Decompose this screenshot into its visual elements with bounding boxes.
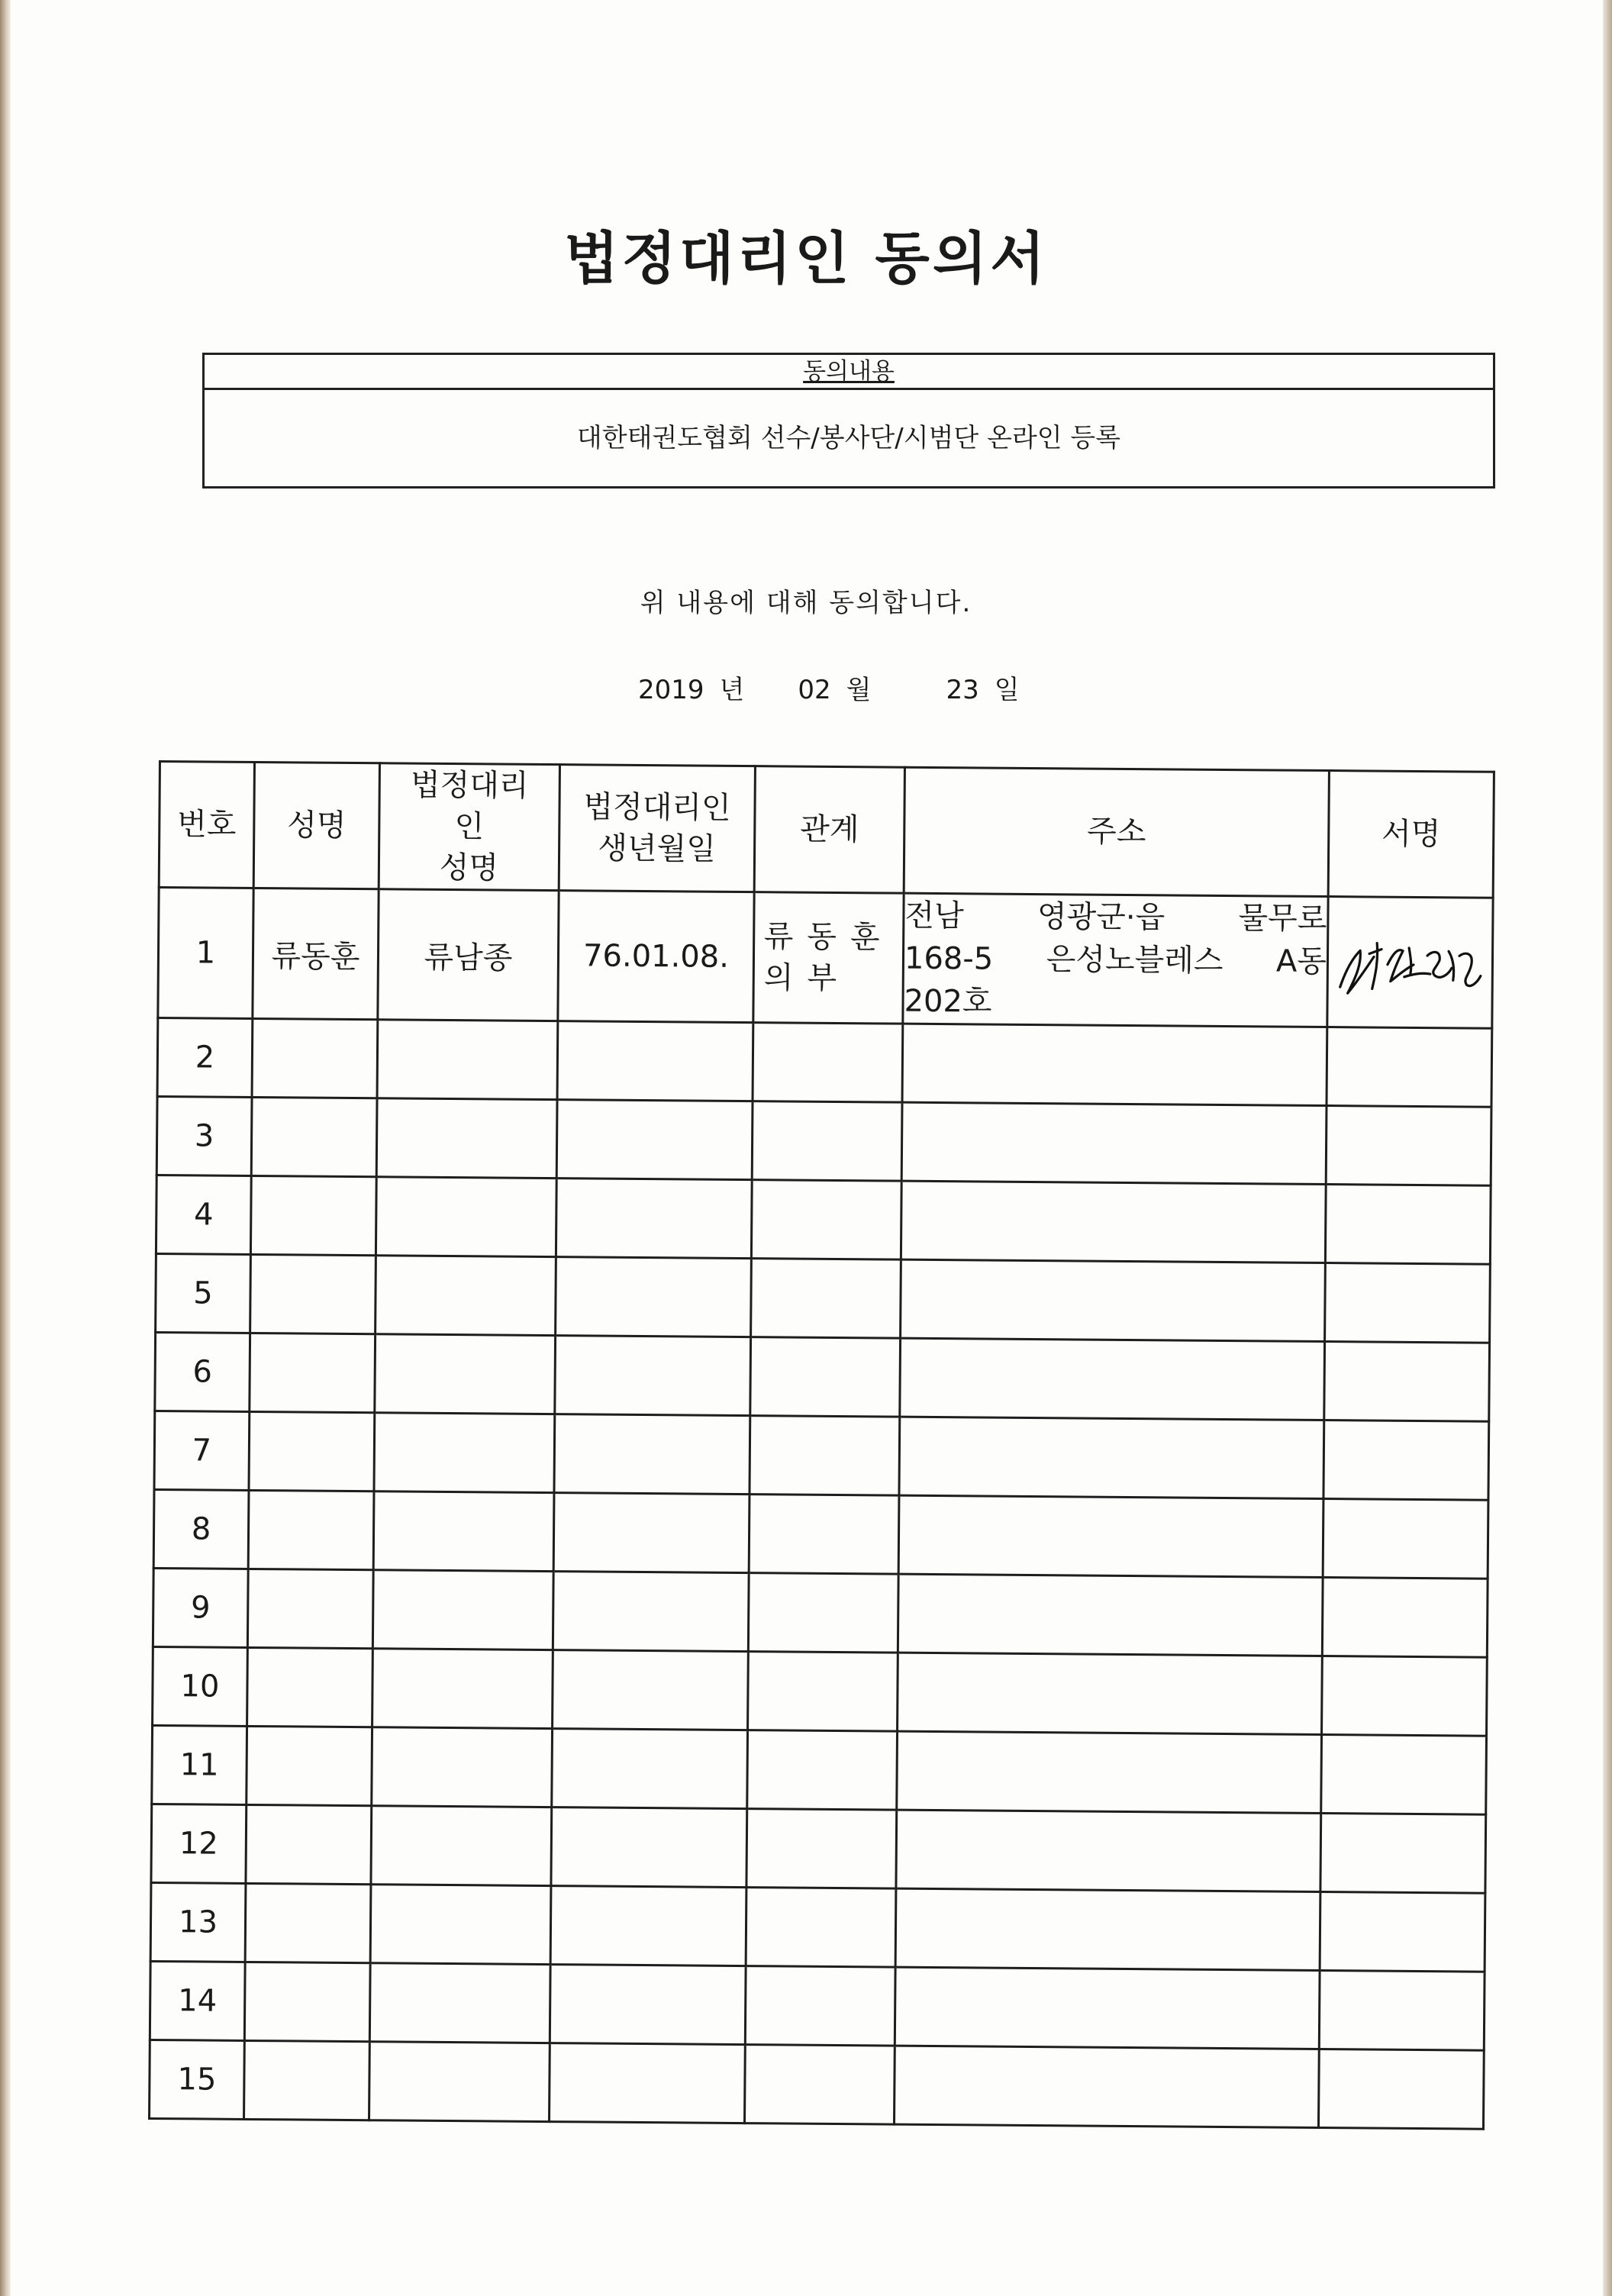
cell-guardian-birth (553, 1650, 749, 1730)
table-row (153, 1646, 1488, 1736)
cell-address (895, 1888, 1320, 1970)
table-row (154, 1411, 1489, 1500)
cell-guardian-birth (553, 1572, 749, 1652)
cell-number: 7 (154, 1411, 250, 1490)
cell-guardian-birth (553, 1493, 750, 1573)
cell-signature (1326, 1106, 1491, 1186)
cell-guardian-birth (550, 1886, 746, 1966)
cell-relation-line2: 의부 (763, 960, 851, 997)
cell-number: 4 (156, 1175, 251, 1254)
cell-signature (1319, 1970, 1485, 2050)
cell-guardian-birth (557, 1021, 753, 1101)
cell-name (250, 1254, 376, 1333)
table-row (156, 1253, 1491, 1343)
cell-relation (746, 1809, 897, 1889)
table-row (156, 1096, 1491, 1185)
cell-guardian-birth (550, 2043, 746, 2123)
cell-guardian-birth (552, 1729, 748, 1809)
header-guardian-birth-line1: 법정대리인 (583, 789, 731, 826)
cell-signature (1327, 897, 1493, 1029)
cell-name (249, 1411, 375, 1491)
cell-guardian-birth (550, 1965, 746, 2045)
cell-guardian-name (376, 1098, 557, 1179)
cell-guardian-birth (554, 1414, 750, 1495)
cell-signature (1322, 1656, 1488, 1737)
cell-number: 10 (153, 1646, 248, 1726)
cell-address (898, 1653, 1323, 1734)
cell-signature (1325, 1185, 1491, 1265)
cell-signature (1322, 1578, 1488, 1658)
date-month-unit: 월 (846, 675, 872, 705)
cell-guardian-birth: 76.01.08. (558, 891, 754, 1023)
header-guardian-name (379, 763, 559, 891)
cell-signature (1320, 1814, 1486, 1894)
cell-number: 9 (153, 1568, 248, 1647)
cell-guardian-name (376, 1256, 556, 1336)
cell-relation (750, 1416, 900, 1496)
cell-guardian-name (369, 2042, 550, 2122)
table-row (153, 1489, 1488, 1578)
date-month: 02 (798, 675, 831, 705)
cell-name (250, 1333, 376, 1412)
cell-name (252, 1018, 378, 1098)
cell-signature (1325, 1263, 1491, 1343)
cell-guardian-birth (556, 1179, 752, 1259)
header-guardian-birth-line2: 생년월일 (598, 830, 717, 867)
header-address: 주소 (904, 767, 1329, 896)
cell-number: 15 (150, 2040, 245, 2119)
cell-signature (1327, 1027, 1492, 1108)
cell-relation (753, 892, 904, 1024)
date-day: 23 (946, 675, 979, 705)
table-row (156, 1175, 1491, 1264)
cell-address (902, 1024, 1327, 1105)
cell-name (245, 1883, 371, 1962)
date-day-unit: 일 (994, 675, 1020, 705)
cell-signature (1324, 1342, 1490, 1422)
table-row (153, 1568, 1488, 1657)
cell-relation (753, 1023, 903, 1103)
cell-guardian-name (372, 1649, 553, 1729)
handwritten-signature (1333, 920, 1487, 1005)
cell-address (896, 1810, 1321, 1891)
cell-guardian-name (373, 1491, 554, 1572)
date-year: 2019 (638, 675, 704, 705)
cell-number: 11 (152, 1725, 247, 1804)
table-row (150, 1882, 1485, 1972)
cell-relation (750, 1337, 901, 1417)
cell-relation (752, 1101, 902, 1182)
cell-address (901, 1102, 1327, 1184)
cell-number: 5 (156, 1253, 251, 1333)
cell-address (894, 2046, 1319, 2127)
cell-number: 3 (156, 1096, 252, 1175)
cell-number: 2 (157, 1018, 253, 1098)
cell-signature (1321, 1735, 1487, 1815)
cell-guardian-name (374, 1413, 555, 1493)
paper-edge-right (1603, 0, 1612, 2296)
cell-relation (747, 1730, 898, 1811)
cell-name (244, 1962, 370, 2041)
cell-address-line3: 202호 (904, 983, 992, 1020)
cell-guardian-name: 류남종 (378, 889, 559, 1021)
header-signature: 서명 (1328, 771, 1494, 898)
cell-signature (1318, 2049, 1484, 2129)
cell-guardian-name (372, 1570, 553, 1650)
guardian-table (148, 760, 1495, 2130)
cell-guardian-name (370, 1885, 551, 1965)
cell-number: 12 (151, 1804, 247, 1883)
table-row (150, 1961, 1485, 2050)
header-number: 번호 (159, 762, 254, 888)
header-guardian-name-line2: 인 (454, 809, 485, 845)
header-guardian-name-line3: 성명 (439, 850, 499, 886)
cell-name (246, 1804, 372, 1884)
cell-relation (748, 1573, 898, 1653)
cell-address (895, 1967, 1320, 2049)
agreement-text: 위 내용에 대해 동의합니다. (640, 588, 972, 618)
table-row (158, 888, 1493, 1029)
cell-number: 1 (158, 888, 253, 1019)
cell-name (244, 2040, 370, 2120)
cell-guardian-birth (556, 1257, 752, 1337)
table-row (151, 1804, 1486, 1893)
cell-number: 8 (153, 1489, 249, 1569)
consent-box-header (205, 355, 1493, 390)
cell-relation (744, 2045, 895, 2125)
cell-guardian-birth (551, 1807, 747, 1888)
cell-name (250, 1175, 376, 1255)
cell-guardian-name (376, 1177, 556, 1257)
cell-number: 14 (150, 1961, 245, 2040)
cell-relation (748, 1652, 898, 1732)
header-relation: 관계 (754, 766, 904, 894)
document-title: 법정대리인 동의서 (564, 226, 1048, 292)
cell-address (899, 1417, 1324, 1498)
cell-guardian-name (372, 1727, 553, 1807)
cell-address (903, 893, 1328, 1027)
cell-number: 6 (155, 1332, 250, 1411)
cell-guardian-birth (555, 1336, 751, 1416)
cell-relation (746, 1888, 896, 1968)
cell-guardian-name (375, 1334, 556, 1414)
header-name: 성명 (253, 762, 379, 888)
cell-name (251, 1097, 377, 1176)
cell-guardian-name (371, 1806, 552, 1886)
cell-name (247, 1569, 373, 1648)
table-row (152, 1725, 1487, 1814)
cell-name (247, 1726, 372, 1805)
cell-address (898, 1574, 1323, 1656)
cell-address (900, 1338, 1325, 1420)
date-line (638, 669, 1020, 706)
date-year-unit: 년 (719, 675, 745, 705)
header-guardian-birth (559, 765, 755, 892)
cell-guardian-name (377, 1020, 558, 1100)
cell-signature (1323, 1499, 1488, 1579)
cell-address (898, 1495, 1323, 1577)
cell-name (248, 1490, 374, 1569)
cell-guardian-name (369, 1963, 550, 2043)
cell-signature (1323, 1420, 1489, 1501)
cell-relation (745, 1966, 895, 2046)
cell-address-line2: 168-5 은성노블레스 A동 (904, 940, 1327, 980)
header-guardian-name-line1: 법정대리 (410, 767, 529, 804)
cell-address (901, 1259, 1326, 1341)
cell-name (247, 1647, 373, 1727)
table-row (157, 1018, 1492, 1108)
cell-number: 13 (150, 1882, 246, 1962)
paper-edge-left (0, 0, 11, 2296)
table-row (150, 2040, 1485, 2129)
cell-relation-line1: 류동훈 (763, 919, 894, 956)
consent-content: 대한태권도협회 선수/봉사단/시범단 온라인 등록 (576, 423, 1121, 453)
table-row (155, 1332, 1490, 1421)
cell-relation (751, 1180, 901, 1260)
consent-box (202, 353, 1495, 489)
cell-address-line1: 전남 영광군·읍 물무로 (904, 898, 1327, 937)
consent-header-label: 동의내용 (803, 358, 895, 385)
cell-relation (751, 1259, 901, 1339)
cell-address (897, 1731, 1322, 1813)
cell-signature (1320, 1891, 1485, 1972)
cell-guardian-birth (556, 1100, 753, 1180)
cell-name: 류동훈 (253, 888, 379, 1019)
table-header-row (159, 762, 1494, 898)
cell-address (901, 1181, 1326, 1262)
cell-relation (749, 1495, 899, 1575)
